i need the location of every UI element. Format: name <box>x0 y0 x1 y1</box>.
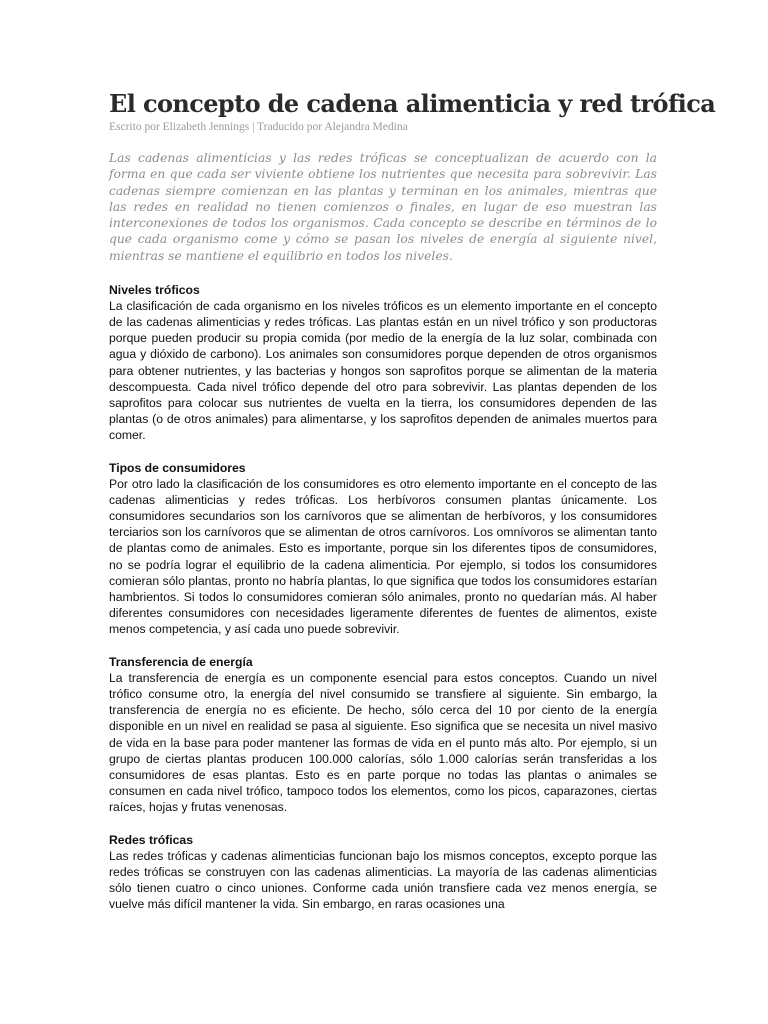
section-niveles-troficos <box>109 282 657 443</box>
section-body: La clasificación de cada organismo en los niveles tróficos es un elemento importante en el concepto de las cadenas alimenticias y redes tróficas. Las plantas están en un nivel trófico y son productoras porque pueden producir su propia comida (por medio de la energía de la luz solar, combinada con agua y dióxido de carbono). Los animales son consumidores porque dependen de otros organismos para obtener nutrientes, y las bacterias y hongos son saprofitos porque se alimentan de la materia descompuesta. Cada nivel trófico depende del otro para sobrevivir. Las plantas dependen de los saprofitos para colocar sus nutrientes de vuelta en la tierra, los consumidores dependen de las plantas (o de otros animales) para alimentarse, y los saprofitos dependen de animales muertos para comer. <box>109 299 657 442</box>
section-transferencia-de-energia <box>109 654 657 815</box>
section-tipos-de-consumidores <box>109 460 657 637</box>
section-body: Por otro lado la clasificación de los consumidores es otro elemento importante en el concepto de las cadenas alimenticias y redes tróficas. Los herbívoros consumen plantas únicamente. Los consumidores secundarios son los carnívoros que se alimentan de herbívoros, y los consumidores terciarios son los carnívoros que se alimentan de otros carnívoros. Los omnívoros se alimentan tanto de plantas como de animales. Esto es importante, porque sin los diferentes tipos de consumidores, no se podría lograr el equilibrio de la cadena alimenticia. Por ejemplo, si todos los consumidores comieran sólo plantas, pronto no habría plantas, lo que significa que todos los consumidores estarían hambrientos. Si todos lo consumidores comieran sólo animales, pronto no quedarían más. Al haber diferentes consumidores con necesidades ligeramente diferentes de fuentes de alimentos, existe menos competencia, y así cada uno puede sobrevivir. <box>109 477 657 636</box>
section-body: Las redes tróficas y cadenas alimenticias funcionan bajo los mismos conceptos, excepto porque las redes tróficas se construyen con las cadenas alimenticias. La mayoría de las cadenas alimenticias sólo tienen cuatro o cinco uniones. Conforme cada unión transfiere cada vez menos energía, se vuelve más difícil mantener la vida. Sin embargo, en raras ocasiones una <box>109 849 657 912</box>
section-heading: Niveles tróficos <box>109 283 200 298</box>
article-byline: Escrito por Elizabeth Jennings | Traducido por Alejandra Medina <box>109 121 408 133</box>
section-body: La transferencia de energía es un componente esencial para estos conceptos. Cuando un nivel trófico consume otro, la energía del nivel consumido se transfiere al siguiente. Sin embargo, la transferencia de energía no es eficiente. De hecho, sólo cerca del 10 por ciento de la energía disponible en un nivel en realidad se pasa al siguiente. Eso significa que se necesita un nivel masivo de vida en la base para poder mantener las formas de vida en el punto más alto. Por ejemplo, si un grupo de ciertas plantas producen 100.000 calorías, sólo 1.000 calorías serán transferidas a los consumidores de esas plantas. Esto es en parte porque no todas las plantas o animales se consumen en cada nivel trófico, tampoco todos los elementos, como los picos, caparazones, ciertas raíces, hojas y frutas venenosas. <box>109 671 657 814</box>
section-heading: Redes tróficas <box>109 832 193 847</box>
article-intro: Las cadenas alimenticias y las redes tróficas se conceptualizan de acuerdo con la forma en que cada ser viviente obtiene los nutrientes que necesita para sobrevivir. Las cadenas siempre comienzan en las plantas y terminan en los animales, mientras que las redes en realidad no tienen comienzos o finales, en lugar de eso muestran las interconexiones de todos los organismos. Cada concepto se describe en términos de lo que cada organismo come y cómo se pasan los niveles de energía al siguiente nivel, mientras se mantiene el equilibrio en todos los niveles. <box>109 151 657 263</box>
section-heading: Tipos de consumidores <box>109 461 246 476</box>
article-title: El concepto de cadena alimenticia y red trófica <box>109 89 716 118</box>
article <box>109 88 716 929</box>
section-heading: Transferencia de energía <box>109 655 253 670</box>
section-redes-troficas <box>109 832 657 912</box>
